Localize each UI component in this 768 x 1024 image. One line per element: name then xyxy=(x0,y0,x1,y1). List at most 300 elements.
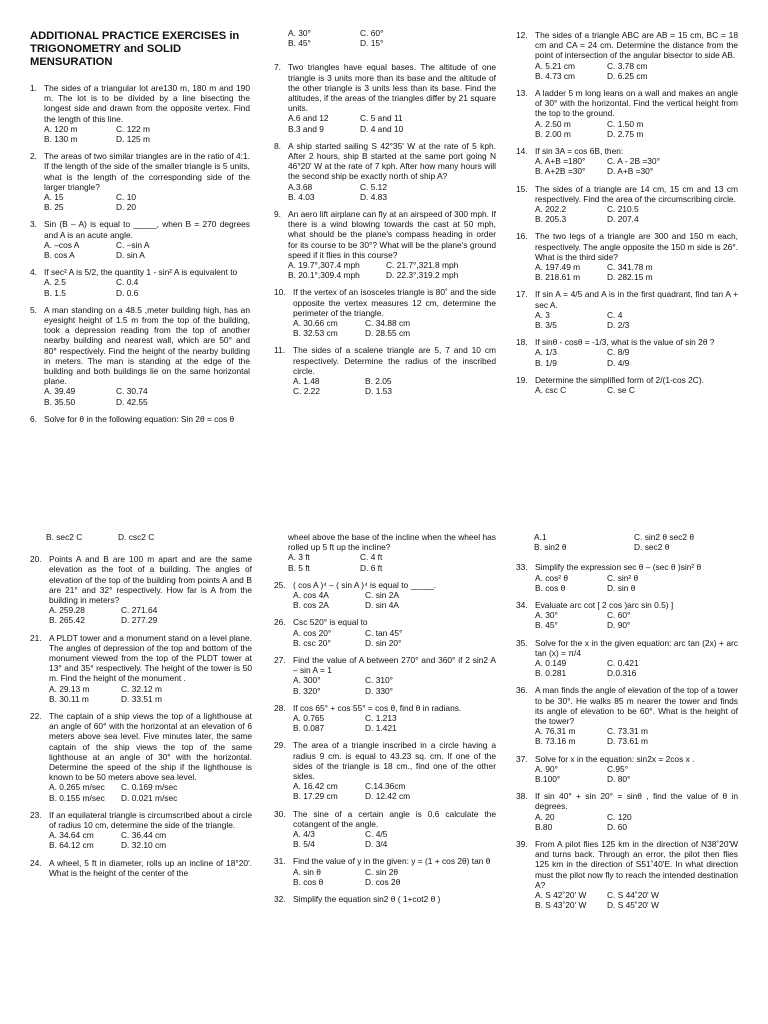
answer-option: C. 120 xyxy=(607,811,632,822)
question-item xyxy=(516,184,738,225)
question-text: If sinθ - cosθ = -1/3, what is the value of sin 2θ ? xyxy=(535,337,715,348)
question-text: Csc 520° is equal to xyxy=(293,617,368,628)
answer-option: D. 90° xyxy=(607,620,631,631)
question-text: Solve for x in the equation: sin2x = 2cos x . xyxy=(535,753,695,764)
page1-column-1 xyxy=(30,30,250,431)
question-text: A PLDT tower and a monument stand on a level plane. The angles of depression of the top and bottom of the monument viewed from the top of the PLDT tower at 13° and 35° respectively. The height of the tower is 50 m. Find the height of the monument . xyxy=(49,632,252,684)
question-number: 29. xyxy=(274,740,286,751)
question-number: 25. xyxy=(274,579,286,590)
answer-option: B. 2.05 xyxy=(365,376,392,387)
page1-column-2 xyxy=(274,28,496,404)
answer-option: A. 20 xyxy=(535,811,555,822)
answer-options xyxy=(293,713,496,733)
answer-options xyxy=(535,262,738,282)
answer-option: B. 1/9 xyxy=(535,357,557,368)
question-item xyxy=(516,839,738,910)
question-body xyxy=(535,600,738,631)
question-number: 24. xyxy=(30,857,42,868)
answer-option: B. 64.12 cm xyxy=(49,840,94,851)
answer-options xyxy=(293,628,496,648)
answer-option: B. 45° xyxy=(288,38,311,49)
answer-option: D. 6 ft xyxy=(360,562,383,573)
question-number: 8. xyxy=(274,140,281,151)
answer-option: D. 330° xyxy=(365,685,394,696)
answer-option: D. 0.021 m/sec xyxy=(121,792,178,803)
question-text: The sides of a scalene triangle are 5, 7 and 10 cm respectively. Determine the radius of the inscribed circle. xyxy=(293,345,496,376)
answer-option: C. 0.169 m/sec xyxy=(121,782,178,793)
answer-option: A. cos 20° xyxy=(293,627,332,638)
answer-options xyxy=(535,764,738,784)
question-item xyxy=(274,287,496,338)
question-number: 23. xyxy=(30,809,42,820)
question-body xyxy=(293,617,496,648)
answer-option: B. 45° xyxy=(535,620,558,631)
question-item xyxy=(274,809,496,850)
answer-option: D. 60 xyxy=(607,821,628,832)
answer-option: A. 15 xyxy=(44,192,64,203)
question-item xyxy=(30,267,250,298)
answer-option: A. 29.13 m xyxy=(49,683,90,694)
answer-option: D. 20 xyxy=(116,202,137,213)
answer-option: D. 207.4 xyxy=(607,214,639,225)
answer-option: B. sec2 C xyxy=(46,532,83,542)
question-body xyxy=(44,414,250,424)
question-body xyxy=(49,858,252,878)
question-body xyxy=(535,754,738,785)
answer-option: C. tan 45° xyxy=(365,627,403,638)
answer-options xyxy=(293,781,496,801)
question-body xyxy=(535,562,738,593)
answer-option: C. 73.31 m xyxy=(607,726,648,737)
question-text: A man standing on a 48.5 ,meter building high, has an eyesight height of 1.5 m from the top of the building, took a depression reading from the top of another nearby building and nearest wall, which are 50° and 80° respectively. Find the height of the nearby building in meters. The man is standing at the edge of the building and both buildings lie on the same horizontal plane. xyxy=(44,304,250,387)
answer-option: A. 30° xyxy=(535,610,558,621)
answer-option: D. sin 4A xyxy=(365,600,399,611)
question-item xyxy=(30,83,250,144)
question-text: Simplify the equation sin2 θ ( 1+cot2 θ ) xyxy=(293,894,441,905)
answer-option: D. sin A xyxy=(116,250,145,261)
answer-option: B.100° xyxy=(535,774,561,785)
question-item xyxy=(274,62,496,133)
answer-option: B. 30.11 m xyxy=(49,693,89,704)
page1-col1-questions xyxy=(30,83,250,424)
page2-col3-questions xyxy=(516,562,738,910)
answer-option: B. 1.5 xyxy=(44,287,66,298)
question-number: 30. xyxy=(274,808,286,819)
question-number: 17. xyxy=(516,289,528,300)
question-body xyxy=(49,554,252,625)
answer-option: B. 0.281 xyxy=(535,668,567,679)
answer-option: A. 0.149 xyxy=(535,658,567,669)
answer-option: C.14.36cm xyxy=(365,781,406,792)
answer-options xyxy=(293,867,496,887)
answer-option: A. 1/3 xyxy=(535,347,557,358)
answer-options xyxy=(44,386,250,406)
answer-option: A. 2.50 m xyxy=(535,118,571,129)
answer-option: B. cos 2A xyxy=(293,600,329,611)
question-text: The sides of a triangular lot are130 m, 180 m and 190 m. The lot is to be divided by a line bisecting the longest side and drawn from the opposite vertex. Find the length of this line. xyxy=(44,83,250,124)
question-body xyxy=(49,711,252,803)
answer-option: B. 0.155 m/sec xyxy=(49,792,105,803)
answer-option: C. 5 and 11 xyxy=(360,113,403,124)
question-item xyxy=(30,554,252,625)
question-body xyxy=(293,703,496,734)
question-body xyxy=(293,655,496,696)
answer-option: A. A+B =180° xyxy=(535,156,586,167)
question-body xyxy=(288,209,496,280)
question-body xyxy=(293,287,496,338)
question-body xyxy=(293,809,496,850)
question-item xyxy=(274,894,496,904)
question-number: 28. xyxy=(274,702,286,713)
answer-option: D. 282.15 m xyxy=(607,272,653,283)
question-body xyxy=(44,267,250,298)
answer-option: C. 3.78 cm xyxy=(607,60,648,71)
question-body xyxy=(535,289,738,330)
answer-option: C. 271.64 xyxy=(121,605,158,616)
answer-option: D. 2.75 m xyxy=(607,128,644,139)
question-body xyxy=(535,184,738,225)
answer-option: B. 20.1°,309.4 mph xyxy=(288,270,360,281)
answer-option: A. 5.21 cm xyxy=(535,60,576,71)
page2-col2-carried-question xyxy=(288,532,496,573)
answer-options xyxy=(293,318,496,338)
answer-option: C. 5.12 xyxy=(360,181,388,192)
answer-options xyxy=(288,260,496,280)
answer-option: C. 32.12 m xyxy=(121,683,162,694)
page2-column-3 xyxy=(516,532,738,918)
question-item xyxy=(516,562,738,593)
question-text: From A pilot flies 125 km in the direction of N38˚20'W and turns back. Through an error, the pilot then flies 125 km in the direction of S51˚40'E. In what direction must the pilot now fly to reach the intended destination A? xyxy=(535,839,738,890)
question-text: ( cos A )⁴ – ( sin A )⁴ is equal to _____. xyxy=(293,579,437,590)
answer-option: C. 122 m xyxy=(116,123,150,134)
answer-option: B. 218.61 m xyxy=(535,272,581,283)
answer-option: A.3.68 xyxy=(288,181,313,192)
question-number: 2. xyxy=(30,151,37,162)
answer-option: C. 30.74 xyxy=(116,386,148,397)
answer-option: C. se C xyxy=(607,385,635,396)
answer-option: D. cos 2θ xyxy=(365,876,401,887)
answer-option: D. 73.61 m xyxy=(607,736,648,747)
answer-option: B. 32.53 cm xyxy=(293,328,338,339)
answer-option: D. 22.3°,319.2 mph xyxy=(386,270,459,281)
question-text: The sine of a certain angle is 0.6 calculate the cotangent of the angle. xyxy=(293,808,496,829)
question-number: 15. xyxy=(516,183,528,194)
answer-option: D. 0.6 xyxy=(116,287,139,298)
answer-option: C. 36.44 cm xyxy=(121,830,167,841)
answer-option: C. 1.50 m xyxy=(607,118,644,129)
page2-col1-carried-options xyxy=(46,532,252,542)
question-item xyxy=(516,600,738,631)
answer-option: C. 8/9 xyxy=(607,347,630,358)
answer-option: A. 120 m xyxy=(44,123,78,134)
question-number: 4. xyxy=(30,267,37,278)
document-title: ADDITIONAL PRACTICE EXERCISES in TRIGONOMETRY and SOLID MENSURATION xyxy=(30,30,240,68)
answer-option: B. 17.29 cm xyxy=(293,791,338,802)
page1-col2-questions xyxy=(274,62,496,396)
answer-option: C. –sin A xyxy=(116,239,150,250)
question-body xyxy=(535,685,738,746)
answer-option: D. 15° xyxy=(360,38,384,49)
question-body xyxy=(535,88,738,139)
answer-option: A. sin θ xyxy=(293,866,321,877)
answer-option: D. 277.29 xyxy=(121,615,158,626)
answer-options xyxy=(535,156,738,176)
question-text: Solve for θ in the following equation: Sin 2θ = cos θ xyxy=(44,413,235,424)
answer-option: D. 4 and 10 xyxy=(360,123,404,134)
answer-option: D. 3/4 xyxy=(365,839,388,850)
answer-option: D. 4/9 xyxy=(607,357,630,368)
question-item xyxy=(516,146,738,177)
question-item xyxy=(274,703,496,734)
answer-option: A. 0.765 xyxy=(293,713,325,724)
question-number: 20. xyxy=(30,554,42,565)
answer-options xyxy=(288,182,496,202)
answer-options xyxy=(44,277,250,297)
question-item xyxy=(30,633,252,704)
answer-option: C. 0.421 xyxy=(607,658,639,669)
answer-options xyxy=(535,61,738,81)
question-text: Sin (B – A) is equal to _____, when B = 270 degrees and A is an acute angle. xyxy=(44,219,250,240)
answer-option: A. 16.42 cm xyxy=(293,781,338,792)
answer-option: A. csc C xyxy=(535,385,567,396)
question-text: Simplify the expression sec θ – (sec θ )sin² θ xyxy=(535,562,702,573)
answer-options xyxy=(293,829,496,849)
question-number: 5. xyxy=(30,304,37,315)
answer-options xyxy=(293,590,496,610)
question-item xyxy=(30,810,252,851)
question-item xyxy=(516,88,738,139)
question-item xyxy=(516,375,738,395)
answer-options xyxy=(293,376,496,396)
question-item xyxy=(274,740,496,801)
answer-option: B. 5 ft xyxy=(288,562,310,573)
answer-option: B. cos θ xyxy=(293,876,324,887)
question-body xyxy=(535,337,738,368)
question-body xyxy=(44,305,250,407)
question-text: The sides of a triangle are 14 cm, 15 cm and 13 cm respectively. Find the area of the circumscribing circle. xyxy=(535,183,738,204)
answer-option: A. 1.48 xyxy=(293,376,320,387)
answer-option: C. 4 xyxy=(607,309,623,320)
question-item xyxy=(516,337,738,368)
answer-option: A. cos 4A xyxy=(293,590,329,601)
answer-option: B. 0.087 xyxy=(293,723,325,734)
question-item xyxy=(30,711,252,803)
question-text: Solve for the x in the given equation: arc tan (2x) + arc tan (x) = π/4 xyxy=(535,637,738,658)
answer-option: C. 34.88 cm xyxy=(365,318,411,329)
question-item xyxy=(516,685,738,746)
page2-col3-carried-options xyxy=(534,532,738,552)
answer-option: A. 30.66 cm xyxy=(293,318,338,329)
question-text: A ship started sailing S 42°35' W at the rate of 5 kph. After 2 hours, ship B started at the same port going N 46°20' W at the rate of 7 kph. After how many hours will the second ship be exactly north of ship A? xyxy=(288,140,496,182)
answer-option: C. 4 ft xyxy=(360,552,383,563)
answer-options xyxy=(535,310,738,330)
answer-option: A. 19.7°,307.4 mph xyxy=(288,260,360,271)
question-text: Two triangles have equal bases. The altitude of one triangle is 3 units more than its base and the altitude of the other triangle is 3 units less than its base. Find the altitudes, if the areas of the triangles differ by 21 square units. xyxy=(288,62,496,114)
answer-option: C. 4/5 xyxy=(365,829,388,840)
answer-option: C. A - 2B =30° xyxy=(607,156,660,167)
answer-option: C. 60° xyxy=(360,28,384,38)
answer-option: C. 341.78 m xyxy=(607,262,653,273)
question-number: 13. xyxy=(516,88,528,99)
answer-option: D. 42.55 xyxy=(116,396,148,407)
answer-option: D. S 45˚20' W xyxy=(607,900,659,911)
page2-column-2 xyxy=(274,532,496,911)
answer-option: C. 210.5 xyxy=(607,204,639,215)
page2-col2-questions xyxy=(274,580,496,904)
question-number: 12. xyxy=(516,30,528,40)
answer-option: A.6 and 12 xyxy=(288,113,329,124)
answer-option: D. 1.421 xyxy=(365,723,397,734)
answer-option: D. 1.53 xyxy=(365,386,393,397)
answer-option: B. 5/4 xyxy=(293,839,315,850)
answer-options xyxy=(535,119,738,139)
question-body xyxy=(535,791,738,832)
question-text: The area of a triangle inscribed in a circle having a radius 9 cm. is equal to 43.23 sq. cm. If one of the sides of the triangle is 18 cm., find one of the other sides. xyxy=(293,740,496,782)
answer-option: A.1 xyxy=(534,532,547,542)
question-number: 6. xyxy=(30,413,37,424)
question-number: 11. xyxy=(274,345,286,356)
question-item xyxy=(274,655,496,696)
question-number: 31. xyxy=(274,856,286,867)
answer-option: C. S 44˚20' W xyxy=(607,890,659,901)
question-item xyxy=(30,414,250,424)
answer-options xyxy=(49,830,252,850)
answer-option: D. csc2 C xyxy=(118,532,155,542)
question-number: 18. xyxy=(516,337,528,348)
answer-options xyxy=(535,726,738,746)
question-body xyxy=(293,740,496,801)
question-item xyxy=(516,30,738,81)
page2-column-1 xyxy=(30,532,252,885)
question-number: 32. xyxy=(274,894,286,905)
question-number: 9. xyxy=(274,209,281,220)
question-item xyxy=(274,617,496,648)
answer-option: A. S 42˚20' W xyxy=(535,890,587,901)
question-text: A ladder 5 m long leans on a wall and makes an angle of 30° with the horizontal. Find the vertical height from the top to the ground. xyxy=(535,88,738,119)
answer-option: B. S 43˚20' W xyxy=(535,900,587,911)
answer-option: D. sin θ xyxy=(607,582,636,593)
question-number: 22. xyxy=(30,711,42,722)
question-text: The captain of a ship views the top of a lighthouse at an angle of 60° with the horizontal at an elevation of 6 meters above sea level. Five minutes later, the same captain of the ship views the top of the same lighthouse at an angle of 30° with the horizontal. Determine the speed of the ship if the lighthouse is known to be 50 meters above sea level. xyxy=(49,711,252,783)
answer-option: B. 320° xyxy=(293,685,321,696)
answer-option: D. 32.10 cm xyxy=(121,840,167,851)
answer-option: A. 30° xyxy=(288,28,311,38)
question-number: 26. xyxy=(274,617,286,628)
answer-option: B. sin2 θ xyxy=(534,542,567,553)
answer-options xyxy=(535,812,738,832)
question-text: If an equilateral triangle is circumscribed about a circle of radius 10 cm, determine the side of the triangle. xyxy=(49,809,252,831)
answer-option: B. cos θ xyxy=(535,582,566,593)
question-number: 39. xyxy=(516,839,528,850)
question-number: 37. xyxy=(516,753,528,764)
page1-col3-questions xyxy=(516,30,738,395)
answer-option: B.80 xyxy=(535,821,553,832)
answer-option: A. 90° xyxy=(535,763,558,774)
question-body xyxy=(535,146,738,177)
answer-option: A. 300° xyxy=(293,675,321,686)
question-body xyxy=(288,141,496,202)
question-item xyxy=(30,858,252,878)
answer-option: B. 205.3 xyxy=(535,214,567,225)
question-text: The sides of a triangle ABC are AB = 15 cm, BC = 18 cm and CA = 24 cm. Determine the distance from the point of intersection of the angular bisector to side AB. xyxy=(535,30,738,61)
question-body xyxy=(535,375,738,395)
answer-option: A. 197.49 m xyxy=(535,262,581,273)
answer-option: A. 259.28 xyxy=(49,605,85,616)
question-item xyxy=(516,231,738,282)
answer-option: A. 4/3 xyxy=(293,829,315,840)
answer-option: B. 3/5 xyxy=(535,320,557,331)
answer-option: C. sin² θ xyxy=(607,572,639,583)
page1-column-3 xyxy=(516,30,738,402)
question-text: Evaluate arc cot [ 2 cos )arc sin 0.5) ] xyxy=(535,600,674,611)
carried-question-options xyxy=(288,552,496,572)
question-body xyxy=(535,839,738,910)
answer-options xyxy=(535,890,738,910)
question-body xyxy=(293,894,496,904)
answer-options xyxy=(288,113,496,133)
question-number: 21. xyxy=(30,632,42,643)
answer-option: A. 2.5 xyxy=(44,277,66,288)
question-body xyxy=(44,219,250,260)
question-text: The two legs of a triangle are 300 and 150 m each, respectively. The angle opposite the 150 m side is 26°. What is the third side? xyxy=(535,231,738,262)
answer-option: A. 202.2 xyxy=(535,204,567,215)
answer-option: B. A+2B =30° xyxy=(535,166,586,177)
question-item xyxy=(274,856,496,887)
question-number: 19. xyxy=(516,374,528,385)
answer-option: B. 2.00 m xyxy=(535,128,571,139)
answer-option: C. 10 xyxy=(116,192,137,203)
question-item xyxy=(274,345,496,396)
question-item xyxy=(516,638,738,679)
question-body xyxy=(49,633,252,704)
question-body xyxy=(293,345,496,396)
question-item xyxy=(516,754,738,785)
answer-option: B. 73.16 m xyxy=(535,736,576,747)
question-body xyxy=(288,62,496,133)
question-item xyxy=(30,219,250,260)
answer-options xyxy=(293,675,496,695)
question-number: 27. xyxy=(274,655,286,666)
answer-options xyxy=(535,610,738,630)
question-body xyxy=(293,856,496,887)
answer-options xyxy=(535,658,738,678)
question-number: 7. xyxy=(274,62,281,73)
answer-option: A. 76.31 m xyxy=(535,726,576,737)
answer-option: A. cos² θ xyxy=(535,572,569,583)
question-item xyxy=(516,289,738,330)
question-text: An aero lift airplane can fly at an airspeed of 300 mph. If there is a wind blowing towards the cast at 50 mph, what should be the plane's compass heading in order for its course to be 30°? What will be the plane's ground speed if it flies in this course? xyxy=(288,209,496,260)
answer-options xyxy=(44,192,250,212)
answer-option: C. 21.7°,321.8 mph xyxy=(386,260,459,271)
answer-option: B. 4.03 xyxy=(288,191,315,202)
answer-option: D. 33.51 m xyxy=(121,693,162,704)
answer-option: D. 2/3 xyxy=(607,320,630,331)
answer-options xyxy=(535,573,738,593)
answer-option: C. 1.213 xyxy=(365,713,397,724)
question-text: If cos 65° + cos 55° = cos θ, find θ in radians. xyxy=(293,702,462,713)
question-body xyxy=(49,810,252,851)
question-item xyxy=(30,305,250,407)
answer-option: A. 3 ft xyxy=(288,552,310,563)
answer-options xyxy=(49,605,252,625)
answer-option: B. 35.50 xyxy=(44,396,76,407)
question-text: A man finds the angle of elevation of the top of a tower to be 30°. He walks 85 m nearer the tower and finds its angle of elevation to be 60°. What is the height of the tower? xyxy=(535,685,738,727)
question-number: 10. xyxy=(274,287,286,298)
question-body xyxy=(293,580,496,611)
carried-question-text: wheel above the base of the incline when the wheel has rolled up 5 ft up the incline? xyxy=(288,532,496,553)
question-text: Determine the simplified form of 2/(1-cos 2C). xyxy=(535,374,704,385)
answer-option: D. 125 m xyxy=(116,134,150,145)
